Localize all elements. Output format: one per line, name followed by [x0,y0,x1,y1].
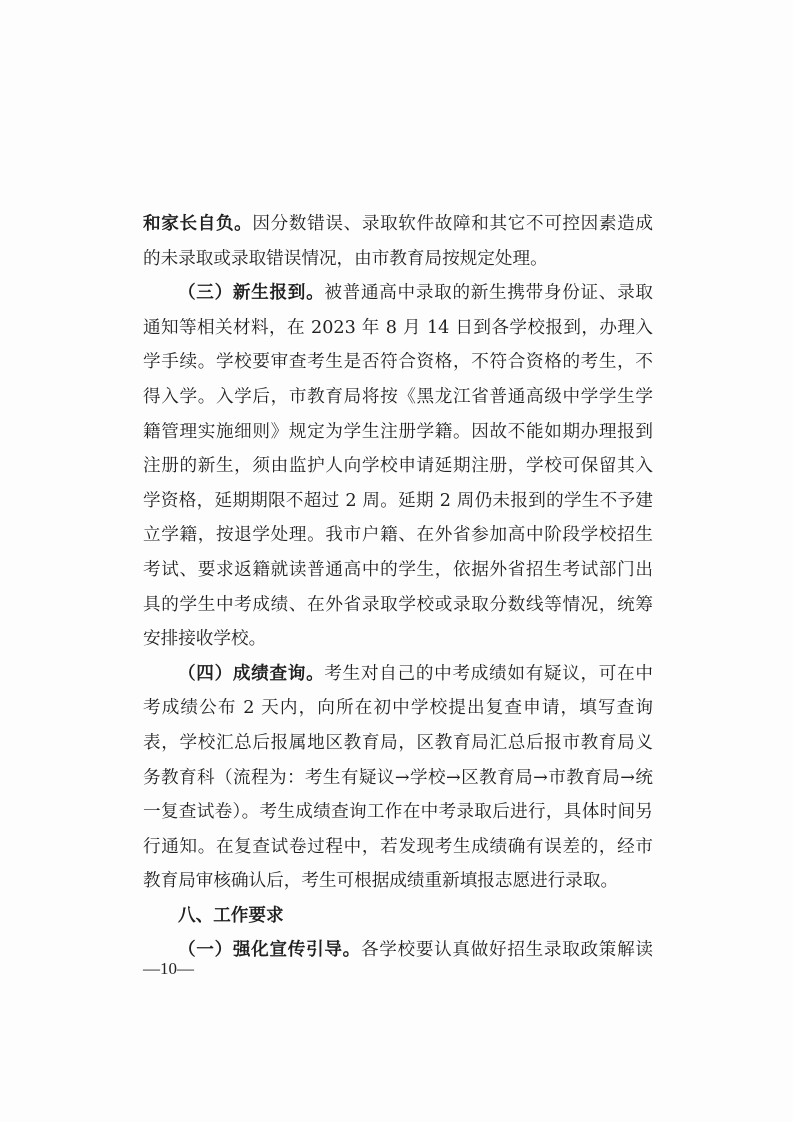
paragraph-new-student-registration [143,276,653,657]
section-heading: 八、工作要求 [178,904,284,926]
paragraph-lead: （三）新生报到。 [178,282,325,304]
paragraph-continuation [143,207,653,276]
paragraph-lead: 和家长自负。 [143,213,253,234]
paragraph-text: 被普通高中录取的新生携带身份证、录取通知等相关材料，在 2023 年 8 月 14 日到各学校报到，办理入学手续。学校要审查考生是否符合资格，不符合资格的考生，不得入学。入学后，市教育局将按《黑龙江省普通高级中学学生学籍管理实施细则》规定为学生注册学籍。因故不能如期办理报到注册的新生，须由监护人向学校申请延期注册，学校可保留其入学资格，延期期限不超过 2 周。延期 2 周仍未报到的学生不予建立学籍，按退学处理。我市户籍、在外省参加高中阶段学校招生考试、要求返籍就读普通高中的学生，依据外省招生考试部门出具的学生中考成绩、在外省录取学校或录取分数线等情况，统筹安排接收学校。 [143,283,653,650]
page-number: —10— [143,959,194,978]
paragraph-lead: （一）强化宣传引导。 [178,939,361,961]
paragraph-text: 因分数错误、录取软件故障和其它不可控因素造成的未录取或录取错误情况，由市教育局按规定处理。 [143,214,653,269]
paragraph-text: 各学校要认真做好招生录取政策解读 [360,940,653,961]
paragraph-score-inquiry [143,657,653,899]
paragraph-lead: （四）成绩查询。 [178,662,325,684]
document-body [143,207,653,968]
paragraph-text: 考生对自己的中考成绩如有疑议，可在中考成绩公布 2 天内，向所在初中学校提出复查申请，填写查询表，学校汇总后报属地区教育局，区教育局汇总后报市教育局义务教育科（流程为：考生有疑议→学校→区教育局→市教育局→统一复查试卷）。考生成绩查询工作在中考录取后进行，具体时间另行通知。在复查试卷过程中，若发现考生成绩确有误差的，经市教育局审核确认后，考生可根据成绩重新填报志愿进行录取。 [143,663,653,892]
paragraph-publicity [143,933,653,968]
